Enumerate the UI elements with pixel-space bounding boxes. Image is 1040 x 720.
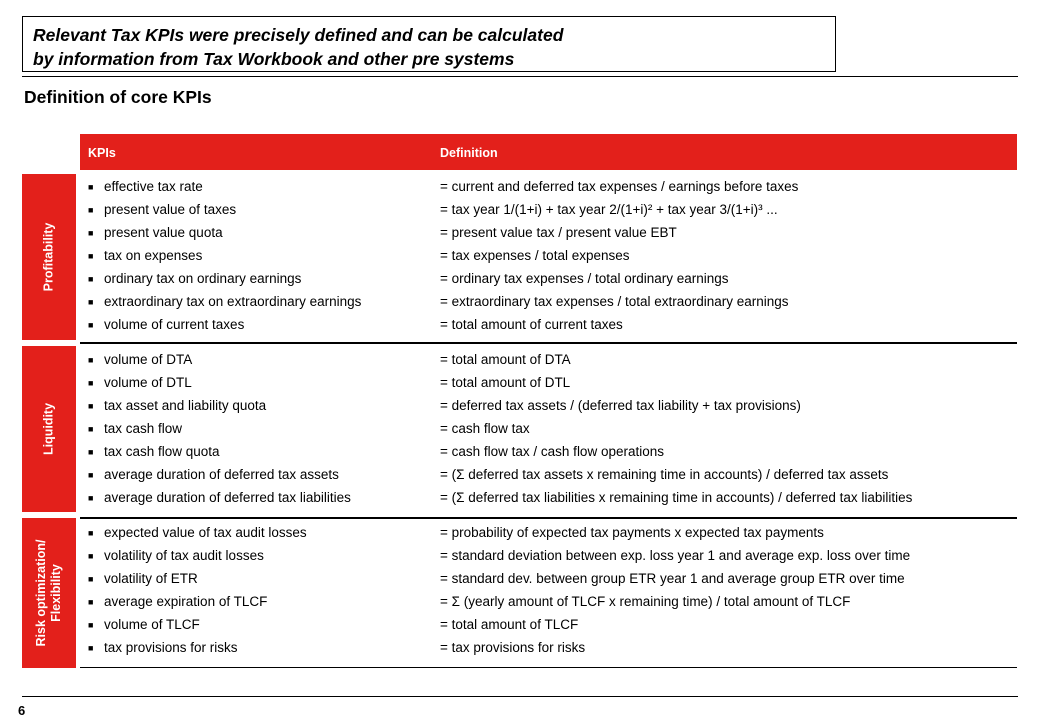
table-row: ■ tax provisions for risks = tax provisions for risks bbox=[80, 636, 1017, 659]
footer-divider bbox=[22, 696, 1018, 697]
liquidity-rows bbox=[80, 348, 1017, 509]
profitability-rows bbox=[80, 175, 1017, 336]
bullet-icon: ■ bbox=[88, 551, 94, 561]
bullet-icon: ■ bbox=[88, 401, 94, 411]
title-box bbox=[22, 16, 836, 72]
bullet-icon: ■ bbox=[88, 528, 94, 538]
table-row: ■ volatility of tax audit losses = standard deviation between exp. loss year 1 and average exp. loss over time bbox=[80, 544, 1017, 567]
bullet-icon: ■ bbox=[88, 205, 94, 215]
table-row: ■ average expiration of TLCF = Σ (yearly amount of TLCF x remaining time) / total amount of TLCF bbox=[80, 590, 1017, 613]
table-row: ■ expected value of tax audit losses = probability of expected tax payments x expected tax payments bbox=[80, 521, 1017, 544]
section-divider bbox=[80, 342, 1017, 344]
bullet-icon: ■ bbox=[88, 320, 94, 330]
bullet-icon: ■ bbox=[88, 251, 94, 261]
band-profitability bbox=[22, 174, 76, 340]
table-row: ■ volume of current taxes = total amount of current taxes bbox=[80, 313, 1017, 336]
table-header bbox=[80, 134, 1017, 170]
table-row: ■ tax asset and liability quota = deferred tax assets / (deferred tax liability + tax provisions) bbox=[80, 394, 1017, 417]
band-label-liquidity: Liquidity bbox=[41, 402, 56, 456]
section-divider bbox=[80, 517, 1017, 519]
table-row: ■ present value quota = present value tax / present value EBT bbox=[80, 221, 1017, 244]
table-row: ■ average duration of deferred tax liabilities = (Σ deferred tax liabilities x remaining time in accounts) / deferred tax liabilities bbox=[80, 486, 1017, 509]
title-line-2: by information from Tax Workbook and other pre systems bbox=[33, 49, 515, 69]
table-row: ■ tax on expenses = tax expenses / total expenses bbox=[80, 244, 1017, 267]
bullet-icon: ■ bbox=[88, 182, 94, 192]
header-kpis: KPIs bbox=[88, 146, 116, 160]
table-row: ■ effective tax rate = current and deferred tax expenses / earnings before taxes bbox=[80, 175, 1017, 198]
bullet-icon: ■ bbox=[88, 378, 94, 388]
table-row: ■ present value of taxes = tax year 1/(1+i) + tax year 2/(1+i)² + tax year 3/(1+i)³ ... bbox=[80, 198, 1017, 221]
bullet-icon: ■ bbox=[88, 424, 94, 434]
page-number: 6 bbox=[18, 703, 26, 718]
header-definition: Definition bbox=[440, 146, 498, 160]
top-divider bbox=[22, 76, 1018, 77]
table-row: ■ volatility of ETR = standard dev. between group ETR year 1 and average group ETR over time bbox=[80, 567, 1017, 590]
band-label-profitability: Profitability bbox=[41, 222, 56, 292]
table-row: ■ volume of DTA = total amount of DTA bbox=[80, 348, 1017, 371]
band-liquidity bbox=[22, 346, 76, 512]
bullet-icon: ■ bbox=[88, 297, 94, 307]
table-row: ■ average duration of deferred tax assets = (Σ deferred tax assets x remaining time in accounts) / deferred tax assets bbox=[80, 463, 1017, 486]
bullet-icon: ■ bbox=[88, 447, 94, 457]
bullet-icon: ■ bbox=[88, 228, 94, 238]
band-label-risk-optimization: Risk optimization/ Flexibility bbox=[34, 539, 63, 647]
bullet-icon: ■ bbox=[88, 470, 94, 480]
bullet-icon: ■ bbox=[88, 274, 94, 284]
band-risk-optimization bbox=[22, 518, 76, 668]
table-row: ■ tax cash flow = cash flow tax bbox=[80, 417, 1017, 440]
table-row: ■ ordinary tax on ordinary earnings = ordinary tax expenses / total ordinary earnings bbox=[80, 267, 1017, 290]
table-row: ■ volume of TLCF = total amount of TLCF bbox=[80, 613, 1017, 636]
table-row: ■ tax cash flow quota = cash flow tax / cash flow operations bbox=[80, 440, 1017, 463]
bullet-icon: ■ bbox=[88, 355, 94, 365]
risk-optimization-rows bbox=[80, 521, 1017, 659]
table-row: ■ volume of DTL = total amount of DTL bbox=[80, 371, 1017, 394]
bullet-icon: ■ bbox=[88, 643, 94, 653]
title-line-1: Relevant Tax KPIs were precisely defined and can be calculated bbox=[33, 25, 564, 45]
table-row: ■ extraordinary tax on extraordinary earnings = extraordinary tax expenses / total extraordinary earnings bbox=[80, 290, 1017, 313]
bullet-icon: ■ bbox=[88, 597, 94, 607]
section-subtitle: Definition of core KPIs bbox=[24, 87, 212, 107]
bullet-icon: ■ bbox=[88, 574, 94, 584]
bullet-icon: ■ bbox=[88, 493, 94, 503]
bullet-icon: ■ bbox=[88, 620, 94, 630]
table-bottom-rule bbox=[80, 667, 1017, 668]
